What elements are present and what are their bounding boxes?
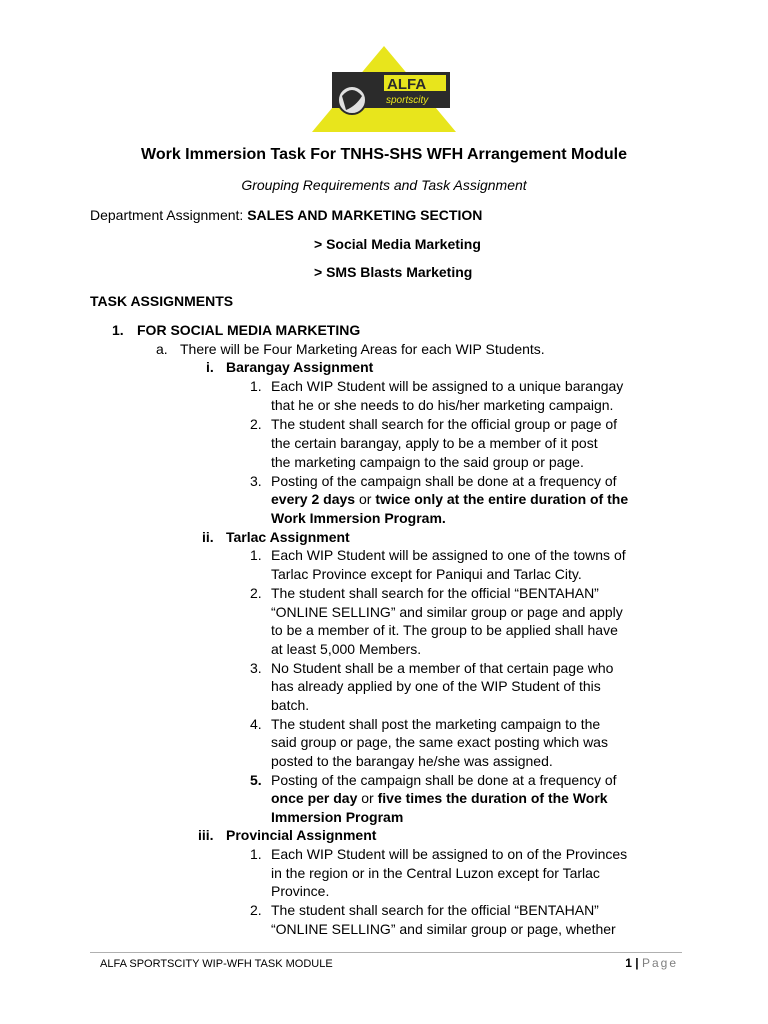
connector-text: or xyxy=(357,790,378,806)
logo-subtext: sportscity xyxy=(386,95,429,106)
list-number: 1. xyxy=(250,846,262,862)
list-item-line: Posting of the campaign shall be done at a frequency of xyxy=(271,473,617,489)
subsection-number: ii. xyxy=(202,529,214,545)
page-indicator xyxy=(625,956,678,970)
list-item-line xyxy=(271,789,608,807)
bold-phrase: every 2 days xyxy=(271,491,356,507)
list-number: 1. xyxy=(250,547,262,563)
subsection-heading: Tarlac Assignment xyxy=(226,529,350,545)
item-heading: FOR SOCIAL MEDIA MARKETING xyxy=(137,322,361,338)
list-item-line: Each WIP Student will be assigned to one of the towns of xyxy=(271,547,626,563)
footer-divider xyxy=(90,952,682,953)
list-item-line: The student shall search for the official group or page of xyxy=(271,416,618,432)
list-item-line: has already applied by one of the WIP Student of this xyxy=(271,678,601,694)
list-item-line: the marketing campaign to the said group or page. xyxy=(271,454,584,470)
list-number: 2. xyxy=(250,902,262,918)
department-line xyxy=(90,206,482,224)
bold-phrase: five times the duration of the Work xyxy=(377,790,608,806)
department-label: Department Assignment: xyxy=(90,207,248,223)
list-item-line: The student shall post the marketing campaign to the xyxy=(271,716,601,732)
list-number: 2. xyxy=(250,585,262,601)
list-item-line: batch. xyxy=(271,697,310,713)
list-item-line: The student shall search for the official “BENTAHAN” xyxy=(271,902,599,918)
logo-graphic xyxy=(310,44,458,134)
footer-title: ALFA SPORTSCITY WIP-WFH TASK MODULE xyxy=(100,958,333,970)
item-number: 1. xyxy=(112,322,124,338)
list-number: 2. xyxy=(250,416,262,432)
list-item-line: Tarlac Province except for Paniqui and Tarlac City. xyxy=(271,566,582,582)
subsection-heading: Barangay Assignment xyxy=(226,359,374,375)
page-separator: | xyxy=(631,956,642,970)
department-sub-sms: > SMS Blasts Marketing xyxy=(314,264,473,280)
list-item-line: Each WIP Student will be assigned to on of the Provinces xyxy=(271,846,628,862)
item-text: There will be Four Marketing Areas for each WIP Students. xyxy=(180,341,545,357)
bold-phrase: once per day xyxy=(271,790,358,806)
list-item-line: Province. xyxy=(271,883,330,899)
alfa-sportscity-logo xyxy=(310,44,458,134)
list-item-line xyxy=(271,490,628,508)
document-subtitle: Grouping Requirements and Task Assignment xyxy=(241,177,527,193)
subsection-number: i. xyxy=(206,359,214,375)
list-item-line: that he or she needs to do his/her marketing campaign. xyxy=(271,397,614,413)
list-item-line: to be a member of it. The group to be applied shall have xyxy=(271,622,618,638)
subsection-number: iii. xyxy=(198,827,214,843)
list-item-line: Immersion Program xyxy=(271,809,404,825)
list-item-line: Posting of the campaign shall be done at a frequency of xyxy=(271,772,617,788)
list-number: 3. xyxy=(250,660,262,676)
list-item-line: “ONLINE SELLING” and similar group or page, whether xyxy=(271,921,616,937)
section-heading: TASK ASSIGNMENTS xyxy=(90,293,234,309)
list-item-line: No Student shall be a member of that certain page who xyxy=(271,660,614,676)
department-sub-social: > Social Media Marketing xyxy=(314,236,481,252)
document-title: Work Immersion Task For TNHS-SHS WFH Arrangement Module xyxy=(141,146,627,163)
list-number: 4. xyxy=(250,716,262,732)
subsection-heading: Provincial Assignment xyxy=(226,827,377,843)
item-number: a. xyxy=(156,341,168,357)
list-item-line: Work Immersion Program. xyxy=(271,510,446,526)
list-item-line: Each WIP Student will be assigned to a unique barangay xyxy=(271,378,624,394)
page-word: Page xyxy=(641,956,678,970)
list-item-line: at least 5,000 Members. xyxy=(271,641,422,657)
page-number: 1 xyxy=(625,956,632,970)
list-item-line: in the region or in the Central Luzon except for Tarlac xyxy=(271,865,600,881)
logo-text: ALFA xyxy=(387,76,427,93)
list-item-line: the certain barangay, apply to be a member of it post xyxy=(271,435,598,451)
list-number: 3. xyxy=(250,473,262,489)
list-number: 1. xyxy=(250,378,262,394)
list-item-line: “ONLINE SELLING” and similar group or page and apply xyxy=(271,604,623,620)
list-item-line: The student shall search for the official “BENTAHAN” xyxy=(271,585,599,601)
list-number: 5. xyxy=(250,772,262,788)
list-item-line: posted to the barangay he/she was assigned. xyxy=(271,753,553,769)
department-value: SALES AND MARKETING SECTION xyxy=(247,207,483,223)
bold-phrase: twice only at the entire duration of the xyxy=(375,491,629,507)
connector-text: or xyxy=(355,491,376,507)
list-item-line: said group or page, the same exact posting which was xyxy=(271,734,608,750)
